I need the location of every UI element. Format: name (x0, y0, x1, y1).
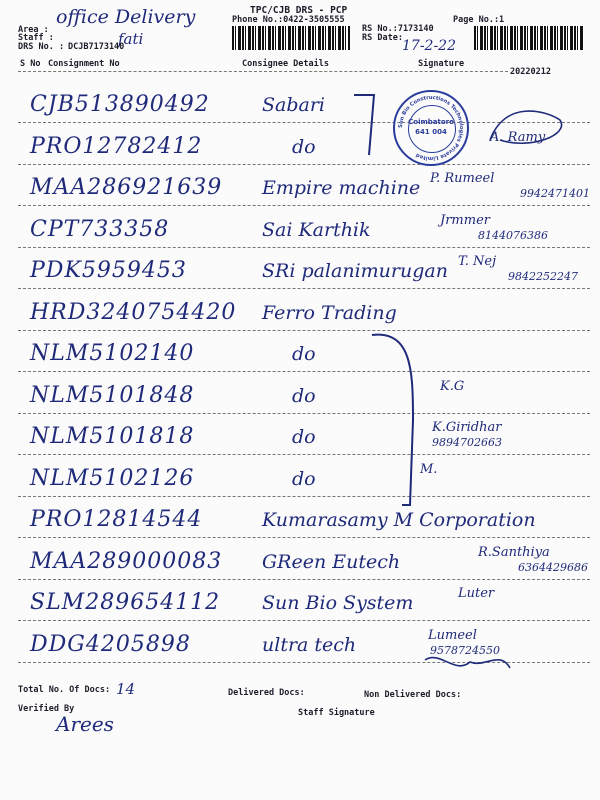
barcode-code: 20220212 (510, 67, 551, 77)
recipient-phone: 9842252247 (508, 270, 578, 283)
stamp-city: Coimbatore (408, 118, 454, 126)
staff-value: fati (118, 30, 144, 48)
document-title: TPC/CJB DRS - PCP (250, 5, 348, 16)
recipient-phone: 8144076386 (478, 228, 548, 242)
recipient-signature: M. (420, 461, 438, 477)
consignment-number: PRO12782412 (30, 133, 203, 159)
consignee-name: Sun Bio System (262, 592, 414, 614)
area-value: office Delivery (56, 6, 196, 28)
column-header-sno: S No (20, 59, 41, 69)
recipient-signature: K.Giridhar (432, 420, 502, 435)
recipient-signature: P. Rumeel (430, 171, 495, 186)
consignment-number: CJB513890492 (30, 92, 210, 117)
delivered-docs-label: Delivered Docs: (228, 688, 305, 698)
consignment-number: CPT733358 (30, 216, 170, 242)
consignment-number: DDG4205898 (30, 631, 191, 657)
company-stamp (393, 90, 469, 166)
consignee-name: GReen Eutech (262, 550, 401, 573)
recipient-signature: Lumeel (428, 627, 477, 643)
column-header-signature: Signature (418, 59, 465, 69)
total-docs-label: Total No. Of Docs: (18, 685, 111, 695)
consignee-name: Kumarasamy M Corporation (262, 509, 536, 531)
phone-number: Phone No.:0422-3505555 (232, 15, 345, 25)
consignee-name: do (292, 135, 316, 158)
recipient-phone: 9578724550 (430, 643, 500, 657)
column-header-consignment: Consignment No (48, 59, 120, 69)
consignment-number: MAA289000083 (30, 548, 223, 574)
consignee-name: ultra tech (262, 633, 357, 656)
consignee-name: SRi palanimurugan (262, 260, 448, 282)
page-number: Page No.:1 (453, 15, 505, 25)
consignee-name: do (292, 426, 316, 448)
non-delivered-docs-label: Non Delivered Docs: (364, 690, 462, 700)
rs-no: RS No.:7173140 (362, 24, 434, 34)
recipient-signature: T. Nej (458, 254, 497, 269)
consignee-name: do (292, 384, 316, 407)
rs-date-value: 17-2-22 (402, 38, 456, 54)
consignment-number: NLM5101848 (30, 382, 195, 408)
recipient-phone: 9942471401 (520, 187, 590, 200)
recipient-signature: Luter (458, 586, 495, 601)
recipient-phone: 6364429686 (518, 560, 588, 574)
recipient-signature: A. Ramy (490, 129, 546, 145)
consignee-name: do (292, 467, 316, 490)
consignee-name: do (292, 343, 316, 365)
consignment-number: NLM5101818 (30, 424, 195, 449)
consignee-name: Ferro Trading (262, 301, 397, 324)
consignee-name: Empire machine (262, 177, 421, 199)
staff-label: Staff : (18, 33, 54, 43)
verified-signature: Arees (56, 712, 114, 736)
recipient-signature: Jrmmer (440, 212, 490, 228)
verified-by-label: Verified By (18, 704, 75, 714)
consignment-number: PRO12814544 (30, 507, 203, 532)
consignment-number: SLM289654112 (30, 590, 221, 615)
consignment-number: HRD3240754420 (30, 299, 237, 325)
consignment-number: NLM5102126 (30, 465, 195, 491)
consignee-name: Sai Karthik (262, 218, 371, 241)
recipient-signature: R.Santhiya (478, 544, 550, 560)
recipient-signature: K.G (440, 378, 465, 394)
svg-text:Sun Bio Constructions Technolo: Sun Bio Constructions Technologies Private Limited (397, 94, 465, 162)
consignee-name: Sabari (262, 94, 325, 116)
recipient-phone: 9894702663 (432, 436, 502, 449)
drs-no-value: DCJB7173140 (68, 42, 125, 52)
consignment-number: PDK5959453 (30, 258, 187, 283)
consignment-number: NLM5102140 (30, 341, 195, 366)
consignment-number: MAA286921639 (30, 175, 223, 200)
drs-no-label: DRS No. : (18, 42, 65, 52)
rs-date-label: RS Date: (362, 33, 403, 43)
stamp-pin: 641 004 (415, 128, 447, 136)
column-header-consignee: Consignee Details (242, 59, 329, 69)
total-docs-value: 14 (116, 680, 136, 698)
area-label: Area : (18, 25, 49, 35)
staff-signature-label: Staff Signature (298, 708, 375, 718)
